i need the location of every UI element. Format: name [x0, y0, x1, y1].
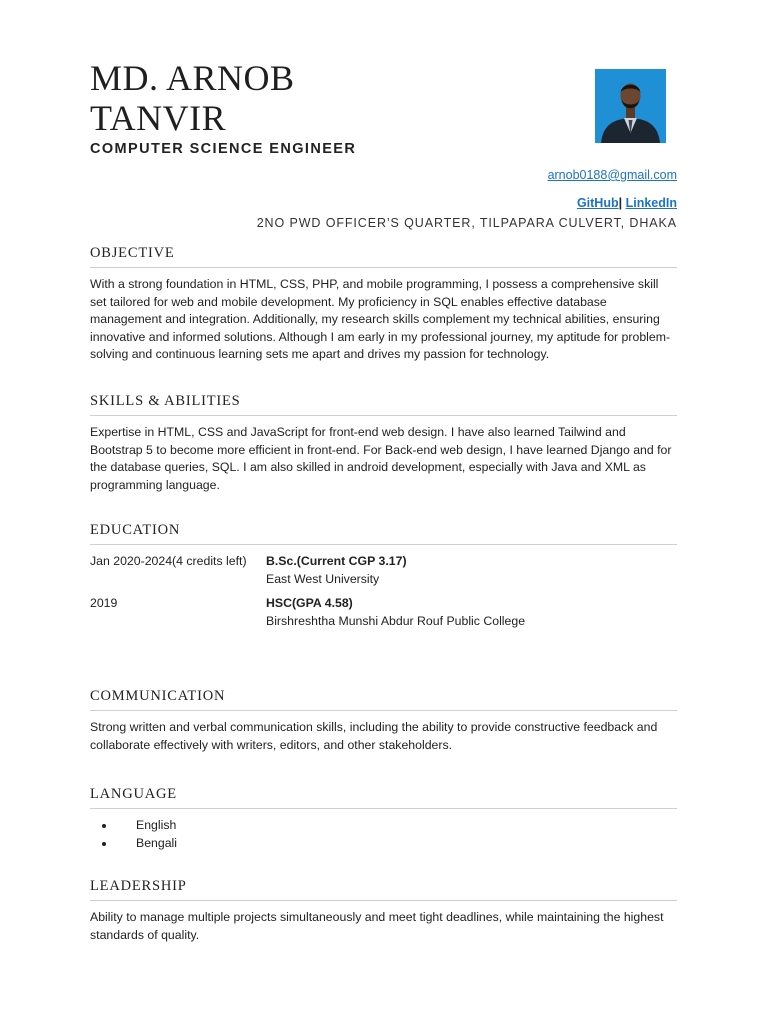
- skills-heading: SKILLS & ABILITIES: [90, 393, 677, 416]
- skills-text: Expertise in HTML, CSS and JavaScript for front-end web design. I have also learned Tailwind and Bootstrap 5 to become more efficient in front-end. For Back-end web design, I have learned Django and for the database queries, SQL. I am also skilled in android development, especially with Java and XML as programming language.: [90, 425, 672, 492]
- objective-heading: OBJECTIVE: [90, 245, 677, 268]
- profile-links: [577, 196, 677, 210]
- skills-section: [90, 393, 677, 494]
- education-detail: [266, 595, 525, 630]
- objective-section: [90, 245, 677, 364]
- language-item: • Bengali: [116, 835, 677, 853]
- communication-section: [90, 688, 677, 754]
- education-degree: HSC(GPA 4.58): [266, 596, 353, 610]
- education-date: 2019: [90, 596, 118, 610]
- email-link[interactable]: arnob0188@gmail.com: [547, 168, 677, 182]
- education-degree: B.Sc.(Current CGP 3.17): [266, 554, 407, 568]
- candidate-name: [90, 58, 390, 138]
- education-date: Jan 2020-2024(4 credits left): [90, 554, 247, 568]
- job-title: COMPUTER SCIENCE ENGINEER: [90, 141, 357, 157]
- education-detail: [266, 553, 407, 588]
- education-heading: EDUCATION: [90, 522, 677, 545]
- address: 2NO PWD OFFICER’S QUARTER, TILPAPARA CULVERT, DHAKA: [256, 216, 677, 230]
- language-section: [90, 786, 677, 852]
- communication-text: Strong written and verbal communication skills, including the ability to provide constructive feedback and collaborate effectively with writers, editors, and other stakeholders.: [90, 720, 658, 752]
- linkedin-link[interactable]: LinkedIn: [625, 196, 677, 210]
- communication-heading: COMMUNICATION: [90, 688, 677, 711]
- leadership-text: Ability to manage multiple projects simultaneously and meet tight deadlines, while maintaining the highest standards of quality.: [90, 910, 664, 942]
- name-line-2: TANVIR: [90, 98, 227, 138]
- language-item: • English: [116, 817, 677, 835]
- objective-text: With a strong foundation in HTML, CSS, PHP, and mobile programming, I possess a comprehensive skill set tailored for web and mobile development. My proficiency in SQL enables effective database management and integration. Additionally, my research skills complement my technical abilities, ensuring innovative and informed solutions. Although I am early in my professional journey, my aptitude for problem-solving and continuous learning sets me apart and drives my passion for technology.: [90, 277, 671, 362]
- education-section: [90, 522, 677, 637]
- language-heading: LANGUAGE: [90, 786, 677, 809]
- education-entry: [90, 553, 677, 595]
- language-list: [90, 817, 677, 852]
- github-link[interactable]: GitHub: [576, 196, 619, 210]
- name-line-1: MD. ARNOB: [90, 58, 295, 98]
- education-institution: Birshreshtha Munshi Abdur Rouf Public College: [266, 613, 526, 628]
- email-line: [548, 168, 677, 182]
- leadership-section: [90, 878, 677, 944]
- link-separator: |: [618, 196, 623, 210]
- profile-photo: [595, 69, 666, 143]
- education-institution: East West University: [266, 571, 380, 586]
- leadership-heading: LEADERSHIP: [90, 878, 677, 901]
- person-portrait-icon: [595, 69, 666, 143]
- education-entry: [90, 595, 677, 637]
